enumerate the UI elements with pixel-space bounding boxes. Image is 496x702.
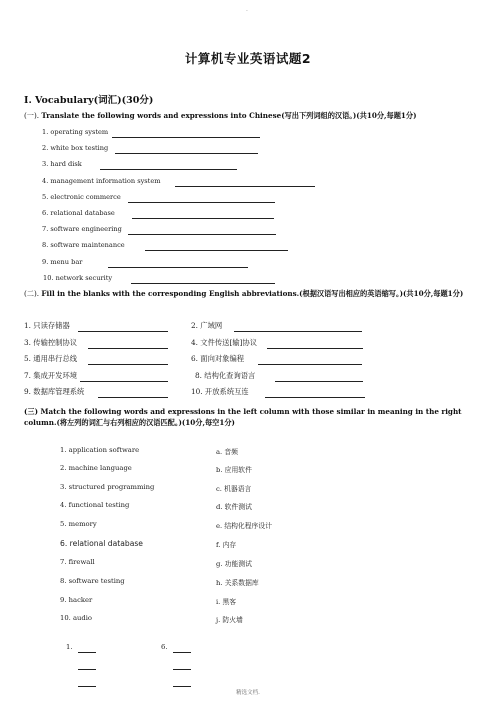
vocab-item: 6. relational database	[42, 209, 115, 217]
answer-blank[interactable]	[98, 397, 168, 398]
answer-blank[interactable]	[132, 218, 274, 219]
answer-blank[interactable]	[173, 669, 191, 670]
match-left-item: 10. audio	[60, 614, 93, 622]
match-left-item: 3. structured programming	[60, 483, 155, 491]
part2-instruction	[24, 286, 474, 301]
match-left-item: 6. relational database	[60, 539, 143, 548]
answer-blank[interactable]	[258, 364, 362, 365]
abbrev-item: 1. 只读存储器	[24, 321, 70, 330]
match-left-item: 9. hacker	[60, 596, 93, 604]
match-left-item: 8. software testing	[60, 577, 125, 585]
match-right-item: d. 软件测试	[216, 503, 252, 511]
match-right-item: j. 防火墙	[216, 616, 243, 624]
answer-blank[interactable]	[128, 202, 275, 203]
answer-blank[interactable]	[78, 331, 168, 332]
vocab-item: 7. software engineering	[42, 225, 122, 233]
abbrev-item: 8. 结构化查询语言	[195, 371, 256, 380]
answer-blank[interactable]	[275, 381, 363, 382]
abbrev-item: 7. 集成开发环境	[24, 371, 78, 380]
answer-blank[interactable]	[175, 186, 315, 187]
answer-blank[interactable]	[100, 169, 237, 170]
vocab-item: 4. management information system	[42, 177, 161, 185]
section-heading: Ⅰ. Vocabulary(词汇)(30分)	[24, 95, 154, 106]
part2-instruction-cn: (根据汉语写出相应的英语缩写。)(共10分,每题1分)	[299, 289, 464, 298]
match-right-item: a. 音频	[216, 448, 238, 456]
vocab-item: 8. software maintenance	[42, 241, 125, 249]
part1-instruction-cn: (写出下列词组的汉语。)(共10分,每题1分)	[281, 111, 417, 120]
match-right-item: i. 黑客	[216, 598, 237, 606]
answer-number: 6.	[161, 643, 168, 651]
vocab-item: 2. white box testing	[42, 144, 109, 152]
match-right-item: h. 关系数据库	[216, 579, 259, 587]
abbrev-item: 5. 通用串行总线	[24, 354, 78, 363]
part1-label: (一).	[24, 111, 40, 120]
vocab-item: 5. electronic commerce	[42, 193, 121, 201]
page-title: 计算机专业英语试题2	[184, 51, 312, 66]
match-left-item: 1. application software	[60, 446, 140, 454]
part1-instruction	[24, 111, 417, 121]
match-right-item: f. 内存	[216, 541, 237, 549]
match-left-item: 4. functional testing	[60, 501, 130, 509]
vocab-item: 9. menu bar	[42, 258, 83, 266]
answer-blank[interactable]	[78, 686, 96, 687]
abbrev-item: 6. 面向对象编程	[191, 354, 245, 363]
answer-blank[interactable]	[173, 652, 191, 653]
vocab-item: 1. operating system	[42, 128, 109, 136]
answer-blank[interactable]	[115, 153, 258, 154]
answer-blank[interactable]	[108, 267, 248, 268]
answer-blank[interactable]	[265, 397, 365, 398]
vocab-item: 3. hard disk	[42, 160, 82, 168]
part2-instruction-en: Fill in the blanks with the corresponding English abbreviations.	[41, 289, 300, 298]
part3-instruction: (三) Match the following words and expressions in the left column with those similar in meaning in the right column.(将左列的词汇与右列相应的汉语匹配。)(10分,每空1分)	[24, 407, 462, 427]
page-footer: 精选文档.	[236, 690, 260, 696]
abbrev-item: 2. 广域网	[191, 321, 223, 330]
abbrev-item: 9. 数据库管理系统	[24, 387, 85, 396]
abbrev-item: 4. 文件传送[输]协议	[191, 338, 258, 347]
match-right-item: e. 结构化程序设计	[216, 522, 272, 530]
answer-blank[interactable]	[267, 348, 363, 349]
answer-blank[interactable]	[112, 137, 260, 138]
answer-blank[interactable]	[80, 381, 168, 382]
match-right-item: c. 机器语言	[216, 485, 252, 493]
abbrev-item: 10. 开放系统互连	[191, 387, 249, 396]
vocab-item: 10. network security	[43, 274, 113, 282]
abbrev-item: 3. 传输控制协议	[24, 338, 78, 347]
match-left-item: 7. firewall	[60, 558, 95, 566]
match-left-item: 2. machine language	[60, 464, 132, 472]
answer-blank[interactable]	[145, 250, 288, 251]
match-right-item: b. 应用软件	[216, 466, 252, 474]
answer-blank[interactable]	[78, 669, 96, 670]
part1-instruction-en: Translate the following words and expressions into Chinese	[41, 111, 282, 120]
answer-blank[interactable]	[78, 652, 96, 653]
answer-blank[interactable]	[88, 364, 168, 365]
answer-blank[interactable]	[88, 348, 168, 349]
part2-label: (二).	[24, 289, 40, 298]
match-left-item: 5. memory	[60, 520, 97, 528]
answer-blank[interactable]	[173, 686, 191, 687]
answer-blank[interactable]	[234, 331, 362, 332]
answer-blank[interactable]	[131, 283, 275, 284]
match-right-item: g. 功能测试	[216, 560, 252, 568]
page-top-mark: .	[246, 6, 248, 13]
answer-blank[interactable]	[128, 234, 276, 235]
answer-number: 1.	[66, 643, 73, 651]
